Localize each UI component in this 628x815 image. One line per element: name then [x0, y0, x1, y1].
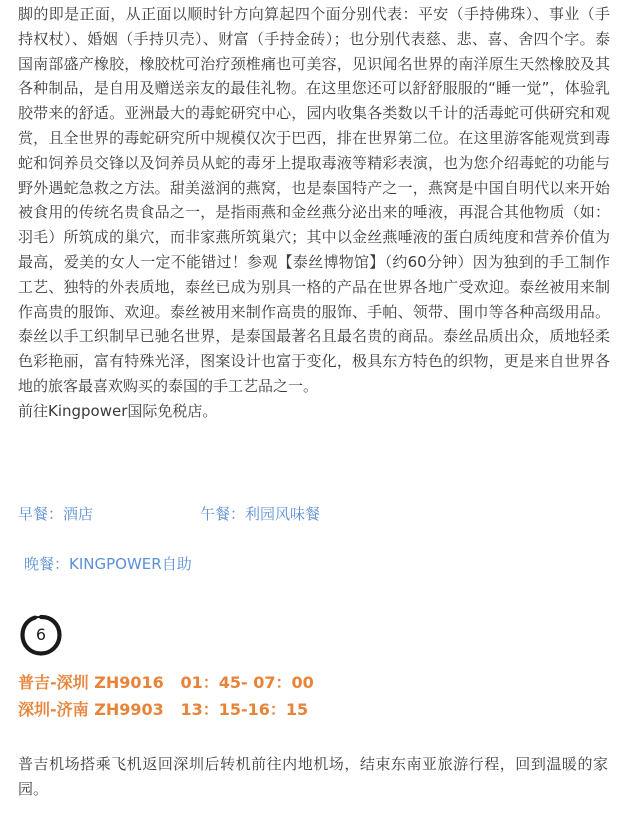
meals-row: [18, 502, 321, 526]
closing-text: 普吉机场搭乘飞机返回深圳后转机前往内地机场，结束东南亚旅游行程，回到温暖的家园。: [18, 755, 608, 798]
itinerary-description: [18, 2, 610, 424]
next-stop-text: 前往Kingpower国际免税店。: [18, 401, 218, 420]
lunch-label: 午餐：利园风味餐: [200, 505, 321, 523]
dinner-label: 晚餐：KINGPOWER自助: [24, 555, 192, 573]
breakfast-label: 早餐：酒店: [18, 505, 94, 523]
flight-item: 深圳-济南 ZH9903 13：15-16：15: [18, 700, 309, 719]
flight-item: 普吉-深圳 ZH9016 01：45- 07：00: [18, 673, 314, 692]
day-badge: [18, 612, 64, 658]
description-paragraph: 脚的即是正面，从正面以顺时针方向算起四个面分别代表：平安（手持佛珠）、事业（手持权杖）、婚姻（手持贝壳）、财富（手持金砖）；也分别代表慈、悲、喜、舍四个字。泰国南部盛产橡胶，橡胶枕可治疗颈椎痛也可美容，见识闻名世界的南洋原生天然橡胶及其各种制品，是自用及赠送亲友的最佳礼物。在这里您还可以舒舒服服的“睡一觉”，体验乳胶带来的舒适。亚洲最大的毒蛇研究中心，园内收集各类数以千计的活毒蛇可供研究和观赏，且全世界的毒蛇研究所中规模仅次于巴西，排在世界第二位。在这里游客能观赏到毒蛇和饲养员交锋以及饲养员从蛇的毒牙上提取毒液等精彩表演，也为您介绍毒蛇的功能与野外遇蛇急救之方法。甜美滋润的燕窝，也是泰国特产之一，燕窝是中国自明代以来开始被食用的传统名贵食品之一，是指雨燕和金丝燕分泌出来的唾液，再混合其他物质（如：羽毛）所筑成的巢穴，而非家燕所筑巢穴；其中以金丝燕唾液的蛋白质纯度和营养价值为最高，爱美的女人一定不能错过！参观【泰丝博物馆】（约60分钟）因为独到的手工制作工艺、独特的外表质地，泰丝已成为别具一格的产品在世界各地广受欢迎。泰丝被用来制作高贵的服饰、欢迎。泰丝被用来制作高贵的服饰、手帕、领带、围巾等各种高级用品。 泰丝以手工织制早已驰名世界，是泰国最著名且最名贵的商品。泰丝品质出众，质地轻柔色彩艳丽，富有特殊光泽，图案设计也富于变化，极具东方特色的织物，更是来自世界各地的旅客最喜欢购买的泰国的手工艺品之一。: [18, 5, 610, 395]
day-number: 6: [35, 625, 47, 644]
